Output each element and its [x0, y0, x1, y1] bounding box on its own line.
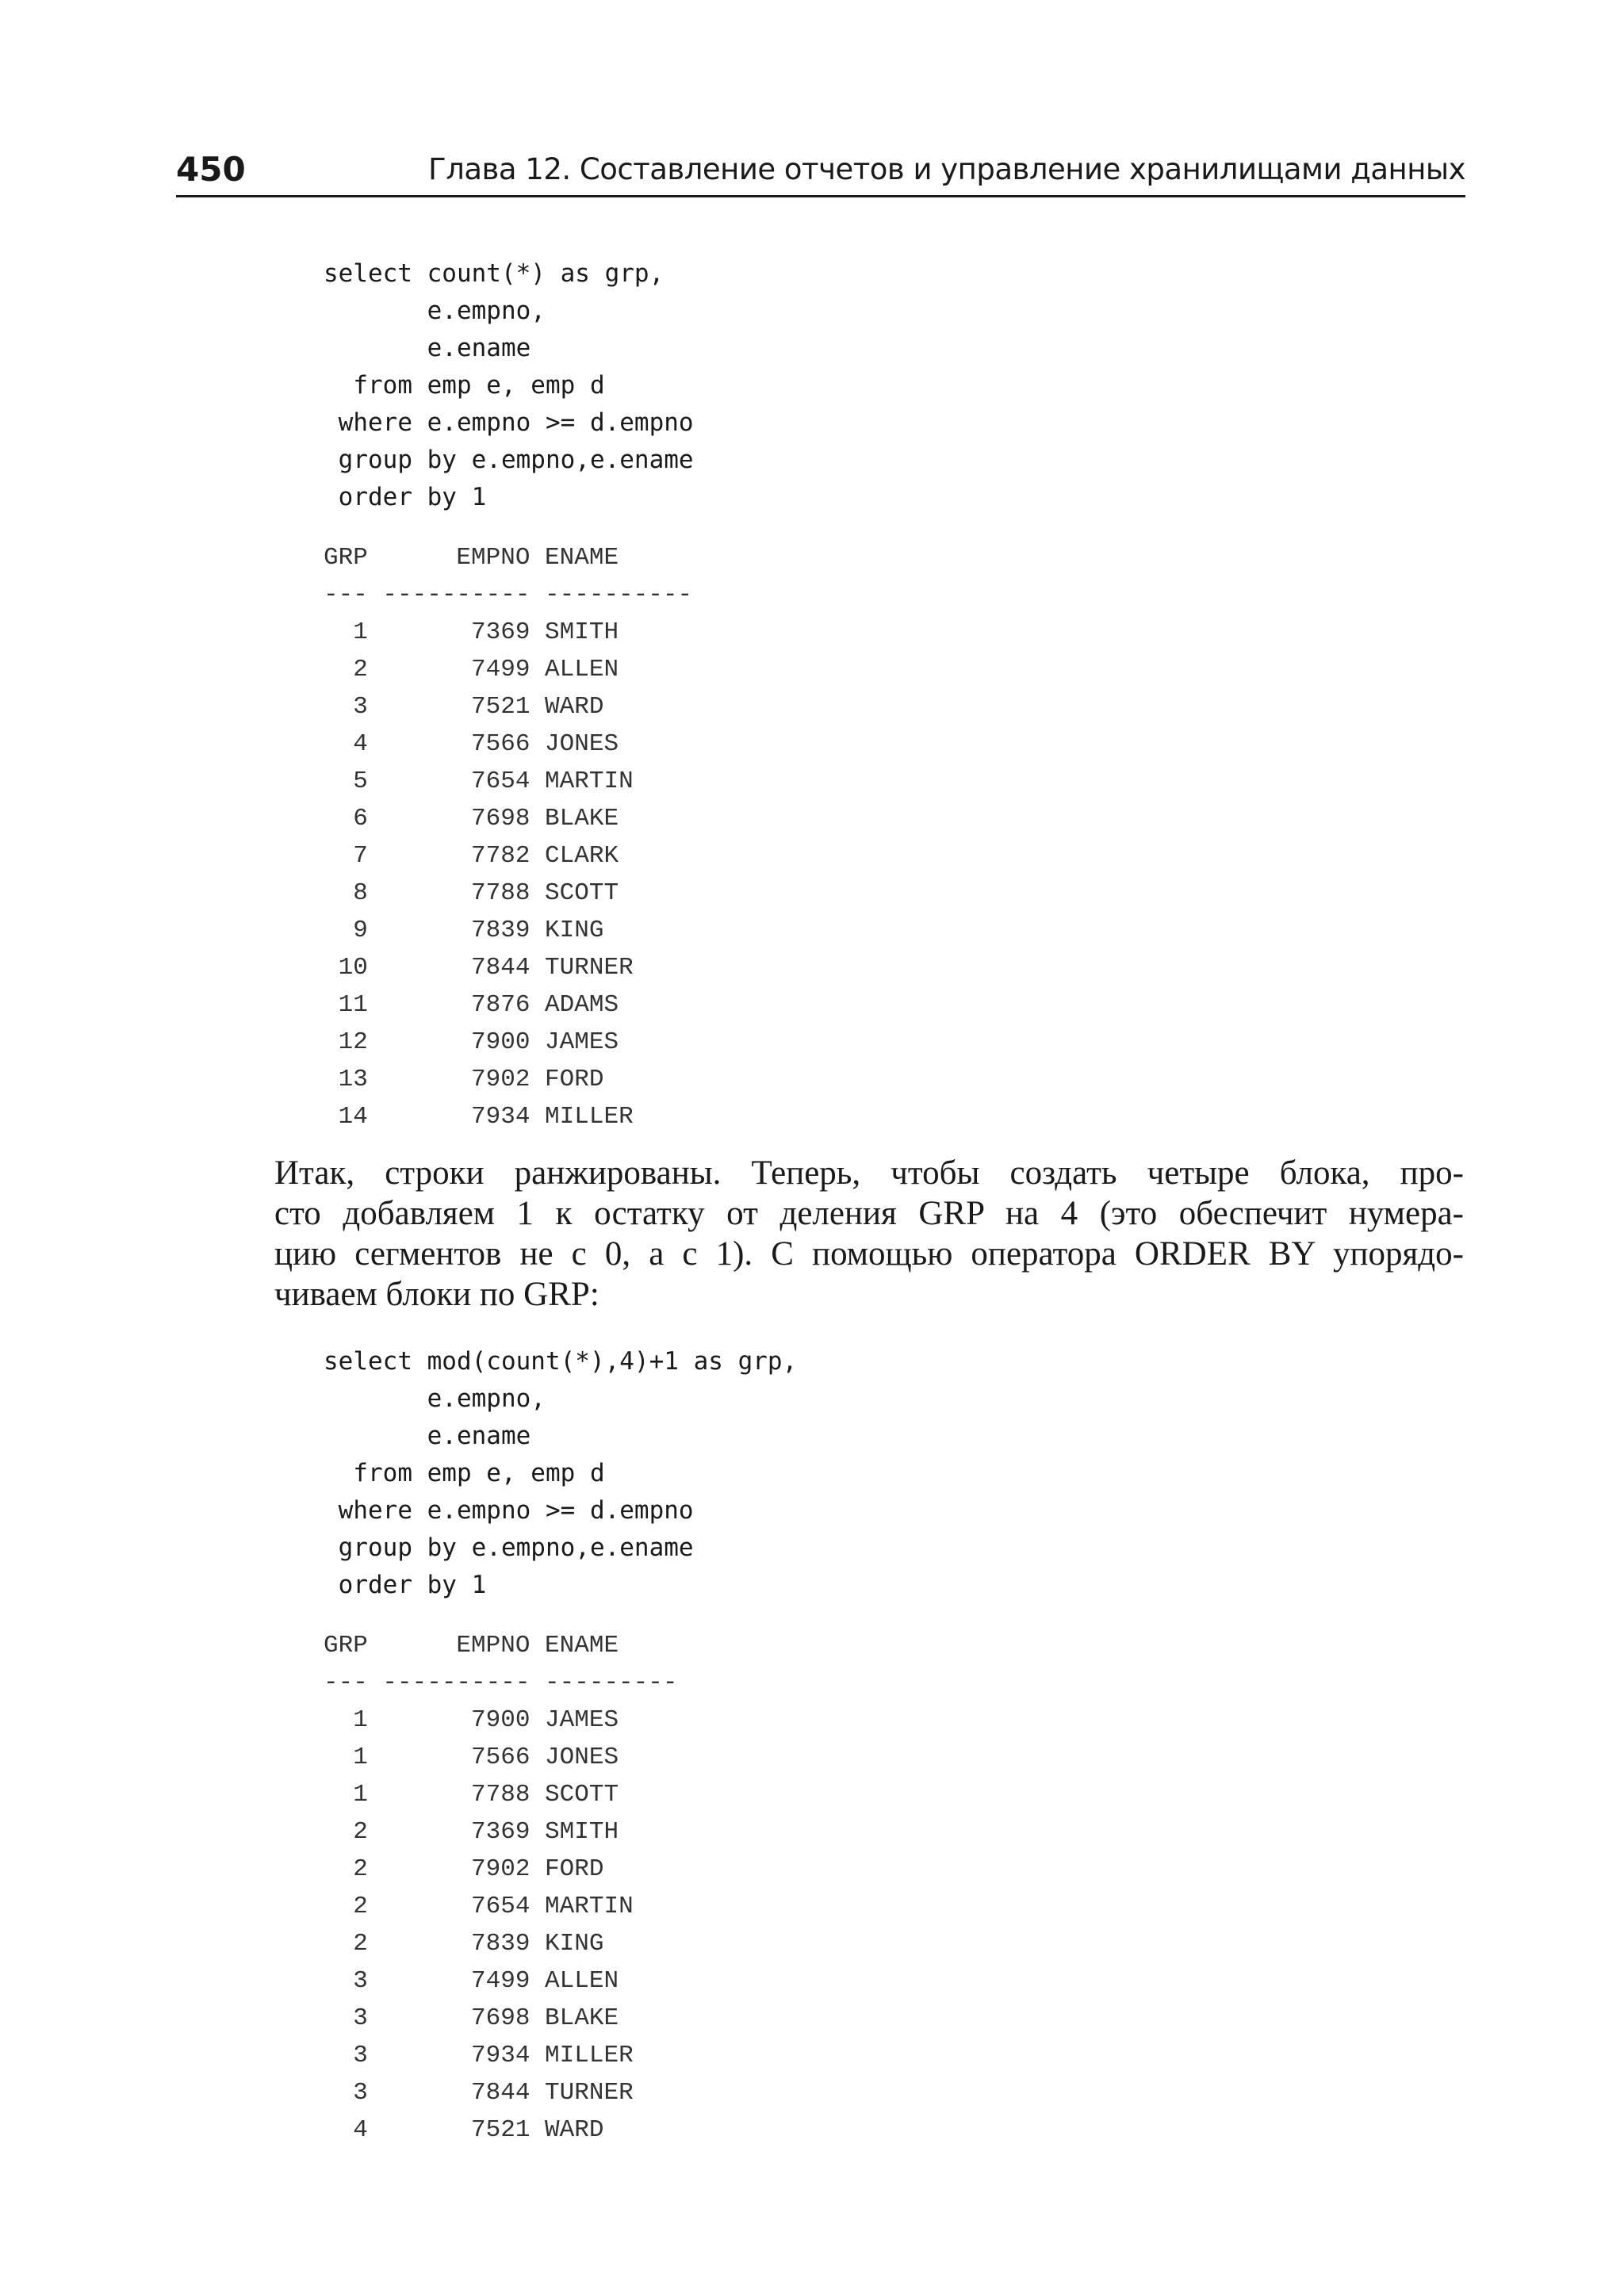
cell-empno: 7499 [367, 656, 530, 683]
paragraph-line: Итак, строки ранжированы. Теперь, чтобы создать четыре блока, про- [274, 1154, 1464, 1192]
cell-ename: JONES [530, 1744, 619, 1771]
result-row [324, 837, 692, 875]
cell-grp: 9 [324, 917, 368, 944]
result-row [324, 688, 692, 725]
result-separator: --- ---------- --------- [324, 1669, 678, 1697]
result-row [324, 875, 692, 912]
body-paragraph [274, 1153, 1464, 1315]
query-1-output [324, 539, 692, 1135]
cell-ename: SMITH [530, 1818, 619, 1846]
cell-empno: 7844 [367, 2079, 530, 2107]
paragraph-line: чиваем блоки по GRP: [274, 1276, 599, 1313]
cell-empno: 7566 [367, 730, 530, 758]
result-row [324, 725, 692, 763]
cell-grp: 1 [324, 1706, 368, 1734]
cell-ename: TURNER [530, 2079, 634, 2107]
cell-grp: 2 [324, 1855, 368, 1883]
result-row [324, 1776, 677, 1813]
cell-grp: 2 [324, 656, 368, 683]
cell-grp: 3 [324, 2042, 368, 2069]
result-row [324, 2111, 677, 2149]
sql-query-2: select mod(count(*),4)+1 as grp, e.empno, e.ename from emp e, emp d where e.empno >= d.empno group by e.empno,e.ename order by 1 [324, 1347, 798, 1599]
cell-ename: KING [530, 1930, 604, 1958]
cell-grp: 12 [324, 1028, 368, 1056]
result-row [324, 1702, 677, 1739]
cell-empno: 7698 [367, 805, 530, 833]
query-2-output [324, 1627, 677, 2149]
result-row [324, 614, 692, 651]
result-row [324, 1925, 677, 1962]
result-rows [324, 614, 692, 1135]
cell-grp: 7 [324, 842, 368, 870]
cell-grp: 4 [324, 2116, 368, 2144]
result-row [324, 1813, 677, 1851]
cell-grp: 2 [324, 1930, 368, 1958]
cell-ename: MARTIN [530, 768, 634, 795]
cell-ename: TURNER [530, 954, 634, 982]
result-row [324, 2000, 677, 2037]
cell-ename: KING [530, 917, 604, 944]
cell-ename: WARD [530, 2116, 604, 2144]
cell-grp: 14 [324, 1103, 368, 1131]
cell-grp: 1 [324, 1744, 368, 1771]
result-header: GRP EMPNO ENAME [324, 1632, 619, 1659]
cell-ename: MARTIN [530, 1893, 634, 1920]
cell-grp: 13 [324, 1066, 368, 1093]
result-separator: --- ---------- ---------- [324, 581, 693, 609]
cell-ename: SMITH [530, 618, 619, 646]
cell-empno: 7876 [367, 991, 530, 1019]
cell-empno: 7654 [367, 768, 530, 795]
result-row [324, 800, 692, 837]
cell-grp: 1 [324, 618, 368, 646]
cell-ename: MILLER [530, 2042, 634, 2069]
cell-empno: 7839 [367, 1930, 530, 1958]
cell-grp: 8 [324, 879, 368, 907]
result-row [324, 912, 692, 949]
cell-ename: FORD [530, 1855, 604, 1883]
cell-grp: 1 [324, 1781, 368, 1809]
cell-empno: 7902 [367, 1855, 530, 1883]
cell-ename: WARD [530, 693, 604, 721]
cell-empno: 7369 [367, 1818, 530, 1846]
cell-grp: 5 [324, 768, 368, 795]
paragraph-line: сто добавляем 1 к остатку от деления GRP на 4 (это обеспечит нумера- [274, 1195, 1464, 1232]
cell-empno: 7521 [367, 693, 530, 721]
cell-ename: ADAMS [530, 991, 619, 1019]
cell-grp: 2 [324, 1818, 368, 1846]
result-row [324, 949, 692, 986]
cell-ename: MILLER [530, 1103, 634, 1131]
cell-empno: 7566 [367, 1744, 530, 1771]
cell-grp: 6 [324, 805, 368, 833]
cell-ename: BLAKE [530, 2004, 619, 2032]
cell-ename: JAMES [530, 1028, 619, 1056]
cell-empno: 7782 [367, 842, 530, 870]
result-rows [324, 1702, 677, 2149]
result-row [324, 986, 692, 1024]
result-row [324, 1888, 677, 1925]
cell-empno: 7902 [367, 1066, 530, 1093]
cell-empno: 7934 [367, 1103, 530, 1131]
result-row [324, 1061, 692, 1098]
cell-ename: JAMES [530, 1706, 619, 1734]
result-row [324, 1024, 692, 1061]
cell-ename: ALLEN [530, 656, 619, 683]
running-title: Глава 12. Составление отчетов и управление хранилищами данных [428, 152, 1465, 186]
result-row [324, 651, 692, 688]
cell-ename: JONES [530, 730, 619, 758]
result-row [324, 2037, 677, 2074]
cell-ename: SCOTT [530, 879, 619, 907]
cell-empno: 7788 [367, 879, 530, 907]
cell-ename: BLAKE [530, 805, 619, 833]
cell-empno: 7900 [367, 1028, 530, 1056]
cell-empno: 7844 [367, 954, 530, 982]
cell-grp: 11 [324, 991, 368, 1019]
cell-grp: 10 [324, 954, 368, 982]
cell-empno: 7499 [367, 1967, 530, 1995]
cell-empno: 7934 [367, 2042, 530, 2069]
cell-grp: 2 [324, 1893, 368, 1920]
cell-empno: 7654 [367, 1893, 530, 1920]
result-row [324, 1851, 677, 1888]
cell-empno: 7698 [367, 2004, 530, 2032]
cell-grp: 4 [324, 730, 368, 758]
cell-ename: ALLEN [530, 1967, 619, 1995]
cell-empno: 7788 [367, 1781, 530, 1809]
cell-grp: 3 [324, 1967, 368, 1995]
result-row [324, 1098, 692, 1135]
cell-empno: 7900 [367, 1706, 530, 1734]
result-row [324, 2074, 677, 2111]
cell-grp: 3 [324, 2004, 368, 2032]
page-number: 450 [176, 150, 246, 189]
result-row [324, 1739, 677, 1776]
cell-grp: 3 [324, 2079, 368, 2107]
cell-empno: 7369 [367, 618, 530, 646]
cell-empno: 7839 [367, 917, 530, 944]
result-header: GRP EMPNO ENAME [324, 544, 619, 572]
cell-ename: SCOTT [530, 1781, 619, 1809]
cell-ename: CLARK [530, 842, 619, 870]
cell-ename: FORD [530, 1066, 604, 1093]
cell-grp: 3 [324, 693, 368, 721]
result-row [324, 763, 692, 800]
page-header [176, 147, 1465, 197]
cell-empno: 7521 [367, 2116, 530, 2144]
result-row [324, 1962, 677, 2000]
paragraph-line: цию сегментов не с 0, а с 1). С помощью оператора ORDER BY упорядо- [274, 1235, 1464, 1273]
sql-query-1: select count(*) as grp, e.empno, e.ename from emp e, emp d where e.empno >= d.empno group by e.empno,e.ename order by 1 [324, 259, 694, 511]
